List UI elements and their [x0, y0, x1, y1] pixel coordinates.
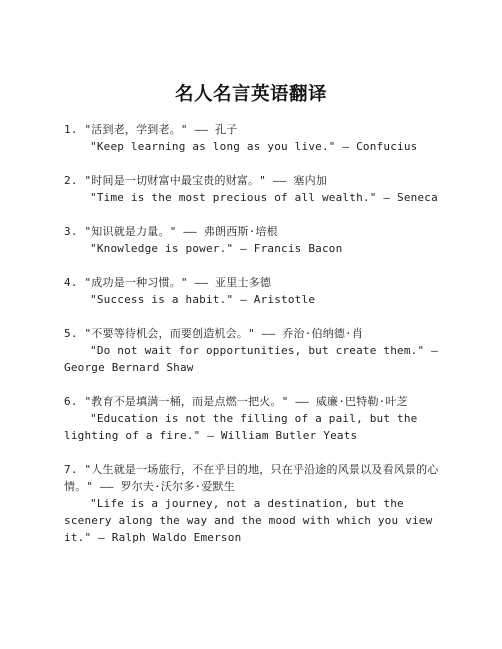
quote-item — [64, 325, 454, 376]
quote-item — [64, 274, 454, 308]
quote-number: 7. — [64, 463, 78, 476]
quote-chinese — [64, 461, 454, 495]
document-title: 名人名言英语翻译 — [174, 84, 327, 105]
quote-english: "Life is a journey, not a destination, but the scenery along the way and the mood with which you view it." — Ralph Waldo Emerson — [64, 497, 433, 544]
quote-item — [64, 393, 454, 444]
quote-chinese-text: "成功是一种习惯。" —— 亚里士多德 — [84, 276, 272, 289]
quote-item — [64, 172, 454, 206]
quote-chinese-text: "人生就是一场旅行，不在乎目的地，只在乎沿途的风景以及看风景的心情。" —— 罗尔夫·沃尔多·爱默生 — [64, 463, 439, 493]
quote-chinese-text: "活到老，学到老。" —— 孔子 — [84, 123, 238, 136]
quote-chinese-text: "知识就是力量。" —— 弗朗西斯·培根 — [84, 225, 278, 238]
quote-english: "Keep learning as long as you live." — Confucius — [90, 140, 418, 153]
quote-english: "Do not wait for opportunities, but create them." — George Bernard Shaw — [64, 344, 438, 374]
quote-number: 2. — [64, 174, 78, 187]
quote-chinese — [64, 325, 454, 342]
quote-english: "Education is not the filling of a pail, but the lighting of a fire." — William Butler Yeats — [64, 412, 418, 442]
quote-chinese — [64, 274, 454, 291]
quote-number: 3. — [64, 225, 78, 238]
quote-item — [64, 223, 454, 257]
quote-number: 4. — [64, 276, 78, 289]
quote-chinese-text: "时间是一切财富中最宝贵的财富。" —— 塞内加 — [84, 174, 328, 187]
quote-chinese — [64, 223, 454, 240]
quote-english: "Success is a habit." — Aristotle — [90, 293, 316, 306]
quote-item — [64, 461, 454, 546]
quote-number: 6. — [64, 395, 78, 408]
quote-number: 5. — [64, 327, 78, 340]
quote-item — [64, 121, 454, 155]
quote-chinese — [64, 393, 454, 410]
quote-list — [64, 121, 454, 563]
quote-chinese-text: "不要等待机会，而要创造机会。" —— 乔治·伯纳德·肖 — [84, 327, 364, 340]
quote-number: 1. — [64, 123, 78, 136]
quote-chinese — [64, 121, 454, 138]
quote-english: "Time is the most precious of all wealth." — Seneca — [90, 191, 438, 204]
quote-chinese-text: "教育不是填满一桶，而是点燃一把火。" —— 威廉·巴特勒·叶芝 — [84, 395, 408, 408]
quote-chinese — [64, 172, 454, 189]
quote-english: "Knowledge is power." — Francis Bacon — [90, 242, 343, 255]
